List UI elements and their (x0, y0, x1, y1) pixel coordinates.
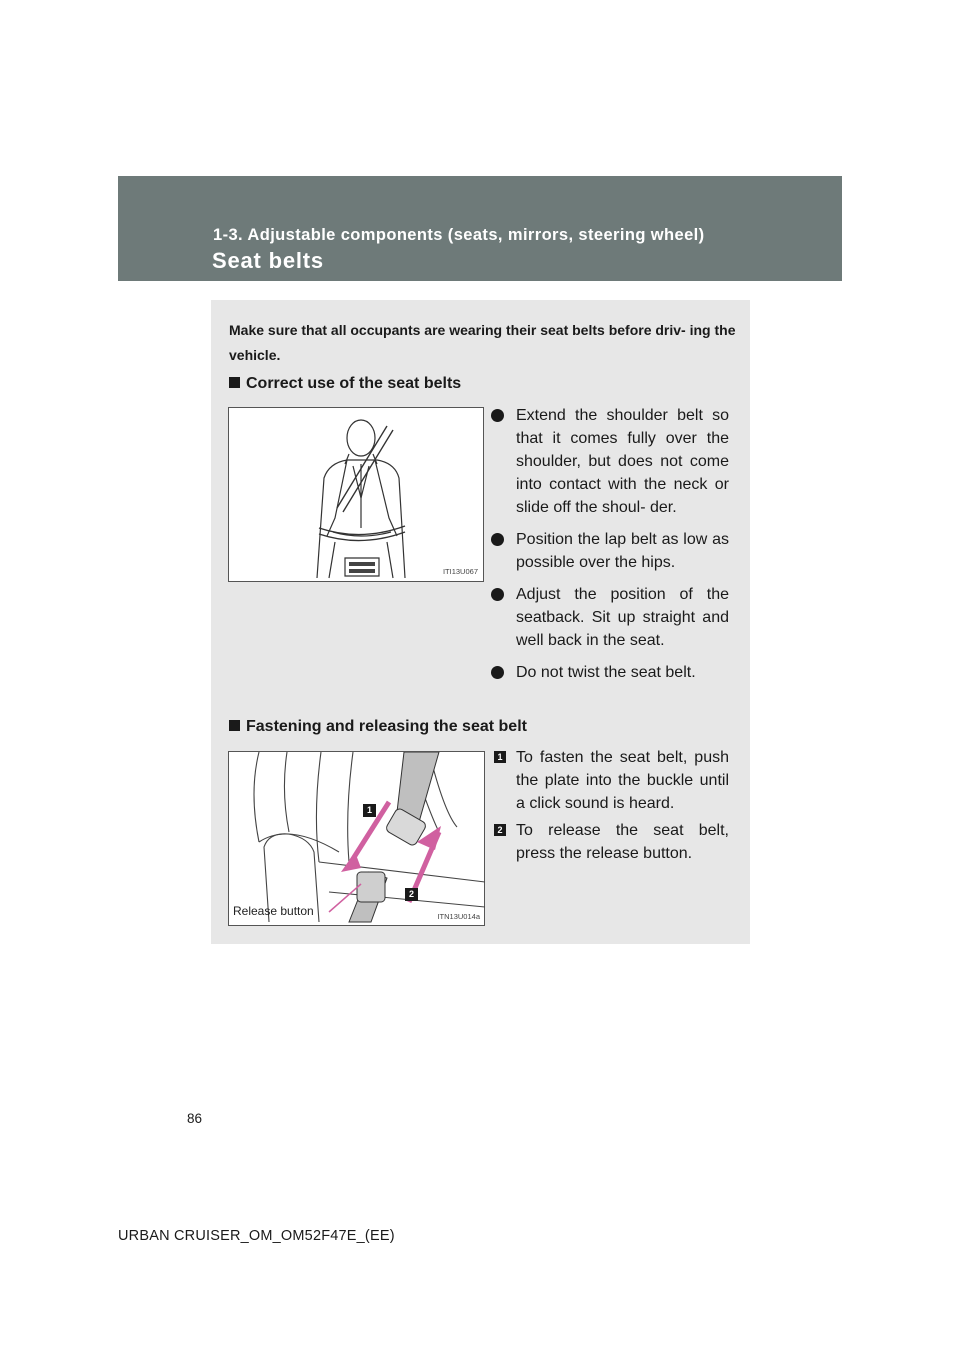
content-panel (211, 300, 750, 944)
figure-buckle (228, 751, 485, 926)
list-item: 2 To release the seat belt, press the release button. (494, 819, 729, 865)
step-list (494, 746, 729, 869)
callout-tag-2: 2 (405, 888, 418, 901)
list-item: 1 To fasten the seat belt, push the plate into the buckle until a click sound is heard. (494, 746, 729, 815)
bullet-dot-icon (491, 533, 504, 546)
list-item: Position the lap belt as low as possible over the hips. (489, 528, 729, 574)
bullet-dot-icon (491, 409, 504, 422)
page-title: Seat belts (212, 248, 324, 273)
page-number: 86 (187, 1111, 203, 1126)
subhead-correct-use (229, 375, 461, 393)
section-label: 1-3. Adjustable components (seats, mirrors, steering wheel) (213, 226, 705, 244)
header-band (118, 176, 842, 281)
figure-seated-occupant (228, 407, 484, 582)
footer-code: URBAN CRUISER_OM_OM52F47E_(EE) (118, 1228, 395, 1244)
step-number-icon: 1 (494, 751, 506, 763)
list-item: Extend the shoulder belt so that it comes fully over the shoulder, but does not come into contact with the neck or slide off the shoul- der. (489, 404, 729, 519)
callout-tag-1: 1 (363, 804, 376, 817)
list-item: Adjust the position of the seatback. Sit up straight and well back in the seat. (489, 583, 729, 652)
step-number-icon: 2 (494, 824, 506, 836)
buckle-illustration (229, 752, 486, 927)
subhead-fastening (229, 718, 527, 736)
release-button-label: Release button (233, 904, 314, 918)
seated-occupant-illustration (229, 408, 485, 583)
intro-text: Make sure that all occupants are wearing their seat belts before driv- ing the vehicle. (229, 322, 736, 363)
figure-code: ITI13U067 (442, 567, 478, 576)
bullet-list (489, 404, 729, 693)
bullet-dot-icon (491, 666, 504, 679)
bullet-dot-icon (491, 588, 504, 601)
square-bullet-icon (229, 377, 240, 388)
subhead-fastening-label: Fastening and releasing the seat belt (246, 718, 527, 735)
square-bullet-icon (229, 720, 240, 731)
subhead-correct-use-label: Correct use of the seat belts (246, 375, 462, 392)
figure-code: ITN13U014a (437, 912, 480, 921)
list-item: Do not twist the seat belt. (489, 661, 729, 684)
